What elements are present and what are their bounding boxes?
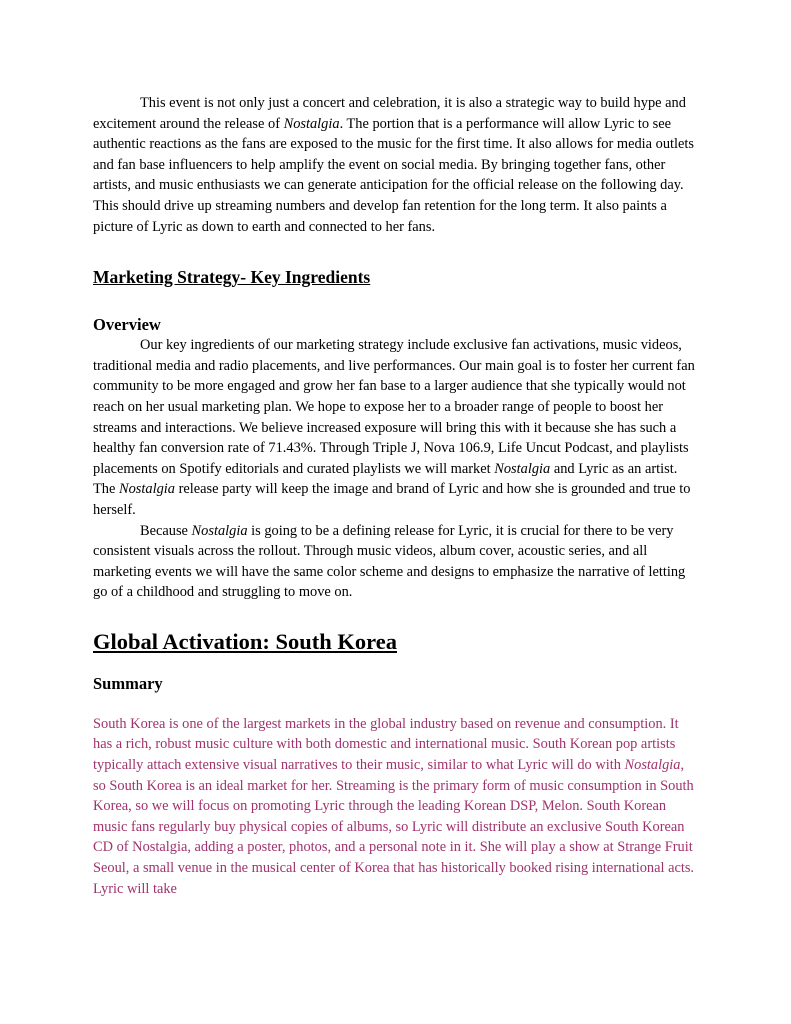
text-run: , so South Korea is an ideal market for her. Streaming is the primary form of music consumption in South Korea, so we will focus on promoting Lyric through the leading Korean DSP, Melon. South Korean music fans regularly buy physical copies of albums, so Lyric will distribute an exclusive South Korean CD of Nostalgia, adding a poster, photos, and a personal note in it. She will play a show at Strange Fruit Seoul, a small venue in the musical center of Korea that has historically booked rising international acts. Lyric will take — [93, 757, 695, 897]
section-heading-marketing: Marketing Strategy- Key Ingredients — [93, 267, 371, 288]
text-run: and Lyric as an artist. The — [93, 460, 678, 498]
text-run: This event is not only just a concert and celebration, it is also a strategic way to build hype and excitement around the release of — [93, 95, 686, 132]
album-title: Nostalgia — [118, 481, 175, 498]
album-title: Nostalgia — [283, 115, 340, 132]
subheading-overview: Overview — [93, 315, 161, 335]
album-title: Nostalgia — [494, 460, 551, 477]
text-run: is going to be a defining release for Lyric, it is crucial for there to be very consistent visuals across the rollout. Through music videos, album cover, acoustic series, and all marketing events we will have the same color scheme and designs to emphasize the narrative of letting go of a childhood and struggling to move on. — [93, 522, 686, 601]
overview-paragraph-2 — [93, 521, 696, 603]
text-run: release party will keep the image and brand of Lyric and how she is grounded and true to herself. — [93, 481, 691, 518]
subheading-summary: Summary — [93, 673, 163, 693]
text-run: South Korea is one of the largest markets in the global industry based on revenue and consumption. It has a rich, robust music culture with both domestic and international music. South Korean pop artists typically attach extensive visual narratives to their music, similar to what Lyric will do with — [93, 715, 679, 774]
overview-paragraph-1 — [93, 335, 696, 520]
text-run: Our key ingredients of our marketing strategy include exclusive fan activations, music videos, traditional media and radio placements, and live performances. Our main goal is to foster her current fan community to be more engaged and grow her fan base to a larger audience that she typically would not reach on her usual marketing plan. We hope to expose her to a broader range of people to boost her streams and interactions. We believe increased exposure will bring this with it because she has such a healthy fan conversion rate of 71.43%. Through Triple J, Nova 106.9, Life Uncut Podcast, and playlists placements on Spotify editorials and curated playlists we will market — [93, 337, 695, 477]
text-run: . The portion that is a performance will allow Lyric to see authentic reactions as the fans are exposed to the music for the first time. It also allows for media outlets and fan base influencers to help amplify the event on social media. By bringing together fans, other artists, and music enthusiasts we can generate anticipation for the official release on the following day. This should drive up streaming numbers and develop fan retention for the long term. It also paints a picture of Lyric as down to earth and connected to her fans. — [93, 115, 695, 235]
intro-paragraph — [93, 93, 696, 237]
album-title: Nostalgia — [191, 522, 248, 539]
text-run: Because — [140, 522, 192, 539]
summary-paragraph — [93, 714, 696, 899]
album-title: Nostalgia — [624, 757, 681, 774]
section-heading-global-activation: Global Activation: South Korea — [93, 628, 397, 654]
